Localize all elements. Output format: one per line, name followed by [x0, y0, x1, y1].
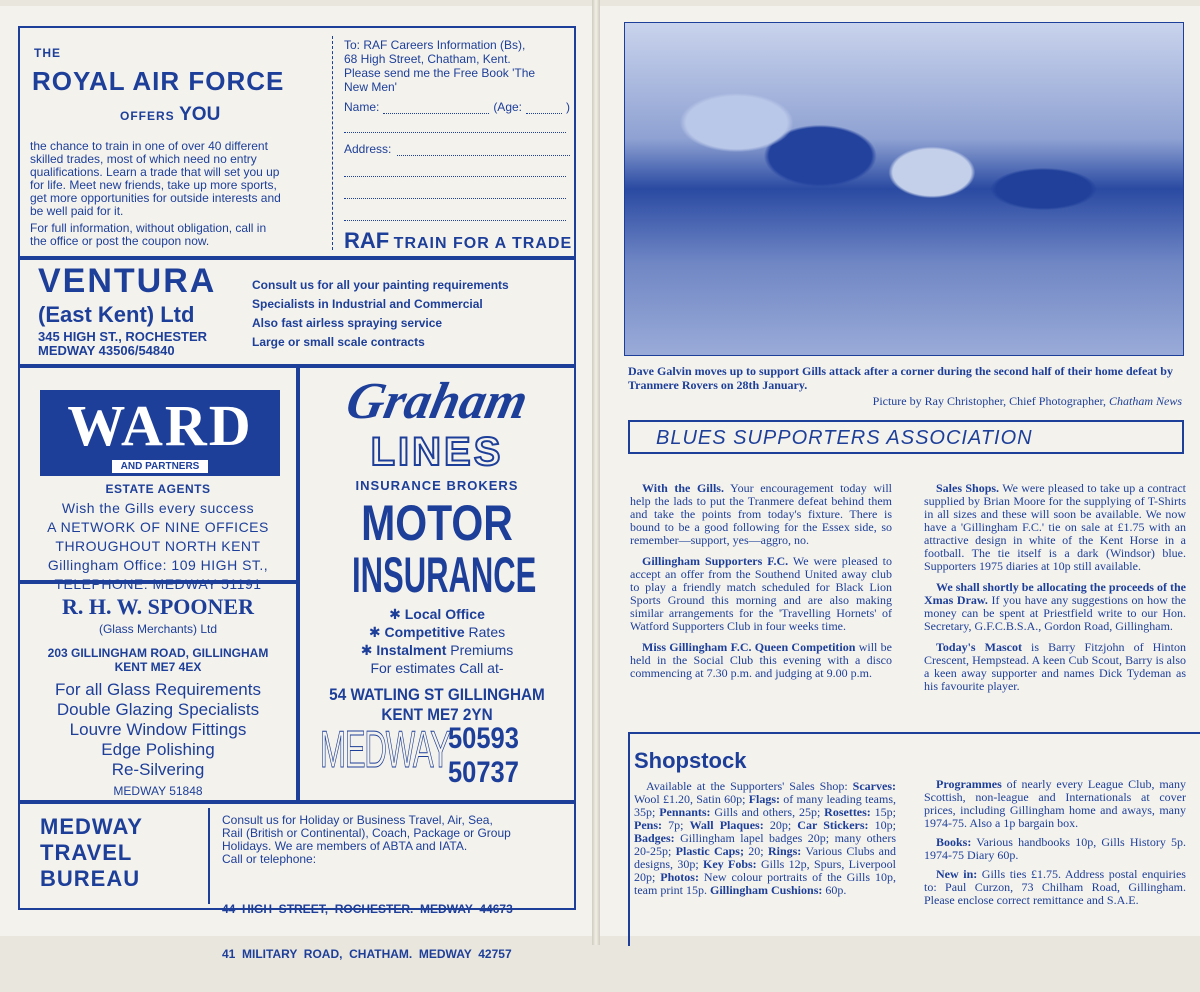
shopstock-item-text: Gills and others, 25p;	[710, 805, 825, 819]
shopstock-column-right	[924, 778, 1186, 907]
graham-point-rest: Office	[441, 606, 485, 622]
spooner-service: For all Glass Requirements	[55, 680, 261, 699]
coupon-line: Please send me the Free Book 'The	[344, 66, 536, 80]
bsa-column-right	[924, 482, 1186, 693]
bsa-p1: Your encouragement today will help the lads to put the Tranmere defeat behind them and take the points from today's fixture. There is bound to be a good following for the Essex side, so remember—support, yes—aggro, no.	[630, 481, 892, 547]
bsa-p5: If you have any suggestions on how the money can be spent at Priestfield write to our Hon. Secretary, G.F.C.B.S.A., Gordon Road, Gillingham.	[924, 593, 1187, 633]
raf-offers-small: OFFERS	[120, 109, 175, 123]
shopstock-r1-head: Programmes	[936, 777, 1002, 791]
graham-lines-advert	[298, 366, 576, 802]
ventura-service: Consult us for all your painting requirements	[252, 278, 509, 292]
photo-credit-paper: Chatham News	[1108, 394, 1182, 408]
shopstock-item-head: Car Stickers:	[797, 818, 869, 832]
ventura-service: Large or small scale contracts	[252, 335, 425, 349]
raf-slogan-rest: TRAIN FOR A TRADE	[393, 235, 573, 252]
ward-text	[20, 480, 296, 594]
raf-info-line: the office or post the coupon now.	[30, 234, 210, 248]
raf-body-line: qualifications. Learn a trade that will set you up	[30, 165, 280, 179]
shopstock-item-text: 7p;	[662, 818, 690, 832]
ventura-sub: (East Kent) Ltd	[38, 302, 195, 327]
graham-phones	[448, 722, 519, 790]
medway-address: 44 HIGH STREET, ROCHESTER. MEDWAY 44673	[222, 902, 513, 916]
medway-travel-advert	[18, 802, 576, 961]
coupon-line: 68 High Street, Chatham, Kent.	[344, 52, 511, 66]
coupon-line: To: RAF Careers Information (Bs),	[344, 38, 526, 52]
bsa-p4: We were pleased to take up a contract supplied by Brian Moore for the supplying of T-Shirts in all sizes and these will soon be available. We now have a 'Gillingham F.C.' tie on sale at £1.75 with an attractive design in white of the Kent Horse in a football. The tie itself is a dark (Windsor) blue. Supporters 1975 diaries at 10p still available.	[924, 481, 1186, 573]
coupon-age-label: (Age:	[493, 100, 522, 114]
shopstock-item-text: of many leading teams, 35p;	[634, 792, 897, 819]
shopstock-r2: Various handbooks 10p, Gills History 5p. 1974-75 Diary 60p.	[924, 835, 1186, 862]
coupon-address-label: Address:	[344, 142, 392, 156]
bsa-p3-head: Miss Gillingham F.C. Queen Competition	[642, 640, 856, 654]
coupon-name-row	[344, 100, 570, 114]
medway-divider	[208, 808, 210, 904]
coupon-age-close: )	[566, 100, 570, 114]
bsa-column-left	[630, 482, 892, 680]
spooner-service: Double Glazing Specialists	[56, 700, 260, 719]
shopstock-item-head: Scarves:	[852, 779, 896, 793]
bsa-p6: is Barry Fitzjohn of Hinton Crescent, Hempstead. A keen Cub Scout, Barry is also a keen away supporter and names Dick Tydeman as his favourite player.	[924, 640, 1186, 693]
coupon-age-field[interactable]	[526, 100, 562, 114]
medway-body-line: Holidays. We are members of ABTA and IATA.	[222, 839, 468, 853]
spooner-sub: (Glass Merchants) Ltd	[98, 622, 218, 636]
spooner-addr1: 203 GILLINGHAM ROAD, GILLINGHAM	[47, 646, 269, 660]
coupon-blank-line[interactable]	[344, 170, 566, 177]
graham-motor: MOTOR	[361, 495, 513, 551]
shopstock-item-head: Wall Plaques:	[689, 818, 764, 832]
raf-slogan-raf: RAF	[344, 228, 390, 253]
shopstock-item-head: Photos:	[660, 870, 699, 884]
graham-lines-word: LINES	[370, 430, 504, 474]
ward-line: Wish the Gills every success	[61, 500, 255, 516]
asterisk-icon: ✱	[360, 642, 377, 658]
shopstock-item-text: 20p;	[763, 818, 798, 832]
ward-line: THROUGHOUT NORTH KENT	[55, 538, 261, 554]
spooner-phone: MEDWAY 51848	[113, 784, 203, 798]
raf-info-line: For full information, without obligation, call in	[30, 221, 267, 235]
ward-line: Gillingham Office: 109 HIGH ST.,	[47, 557, 269, 573]
graham-insurance: INSURANCE	[352, 547, 537, 603]
ward-logo-text: WARD	[67, 393, 253, 458]
spooner-name: R. H. W. SPOONER	[62, 594, 254, 619]
raf-advert	[18, 26, 576, 258]
shopstock-items	[634, 779, 896, 897]
shopstock-item-head: Plastic Caps;	[675, 844, 744, 858]
shopstock-item-text: New colour portraits of the Gills 10p, team print 15p.	[634, 870, 896, 897]
graham-addr2: KENT ME7 2YN	[381, 705, 493, 724]
raf-offers	[120, 104, 220, 126]
ventura-name: VENTURA	[38, 262, 217, 300]
raf-body-line: for life. Meet new friends, take up more sports,	[30, 178, 277, 192]
coupon-name-label: Name:	[344, 100, 380, 114]
raf-body-line: the chance to train in one of over 40 different	[30, 139, 268, 153]
graham-point-rest: Rates	[464, 624, 506, 640]
medway-travel-name-line: BUREAU	[40, 866, 141, 891]
graham-point-bold: Instalment	[376, 642, 447, 658]
shopstock-item-text: 15p;	[870, 805, 897, 819]
shopstock-title: Shopstock	[634, 748, 747, 773]
graham-phone: 50593	[448, 722, 519, 755]
photo-credit-prefix: Picture by Ray Christopher, Chief Photographer,	[872, 394, 1109, 408]
bsa-title: BLUES SUPPORTERS ASSOCIATION	[656, 427, 1033, 449]
spooner-service: Re-Silvering	[111, 760, 205, 779]
graham-point	[300, 641, 574, 659]
raf-body-line: skilled trades, most of which need no entry	[30, 152, 257, 166]
bsa-p1-head: With the Gills.	[642, 481, 724, 495]
shopstock-item-head: Pennants:	[659, 805, 711, 819]
shopstock-item-head: Flags:	[748, 792, 781, 806]
bsa-p4-head: Sales Shops.	[936, 481, 1000, 495]
spooner-service: Edge Polishing	[101, 740, 215, 759]
match-photo	[624, 22, 1184, 356]
coupon-blank-line[interactable]	[344, 192, 566, 199]
ventura-service: Specialists in Industrial and Commercial	[252, 297, 483, 311]
graham-brokers: INSURANCE BROKERS	[355, 478, 519, 493]
spooner-service: Louvre Window Fittings	[69, 720, 247, 739]
shopstock-column-left	[634, 780, 896, 897]
raf-the: THE	[34, 46, 61, 60]
graham-point	[300, 623, 574, 641]
spooner-services	[20, 680, 296, 780]
medway-body-line: Call or telephone:	[222, 852, 317, 866]
coupon-address-field[interactable]	[397, 142, 570, 156]
shopstock-item-text: Gills 12p, Spurs, Liverpool 20p;	[634, 857, 896, 884]
ventura-address: 345 HIGH ST., ROCHESTER	[38, 329, 208, 344]
coupon-blank-line[interactable]	[344, 126, 566, 133]
shopstock-r3-head: New in:	[936, 867, 978, 881]
medway-address: 41 MILITARY ROAD, CHATHAM. MEDWAY 42757	[222, 947, 512, 961]
medway-travel-name-line: MEDWAY	[40, 814, 143, 839]
shopstock-item-head: Rings:	[767, 844, 802, 858]
raf-coupon	[344, 38, 570, 94]
graham-logo	[300, 374, 574, 725]
bsa-p6-head: Today's Mascot	[936, 640, 1022, 654]
medway-travel-addresses	[222, 872, 513, 992]
photo-caption: Dave Galvin moves up to support Gills attack after a corner during the second half of their home defeat by Tranmere Rovers on 28th January.	[628, 364, 1173, 392]
ward-line: A NETWORK OF NINE OFFICES	[47, 519, 269, 535]
page-gutter	[592, 0, 600, 945]
raf-body-line: be well paid for it.	[30, 204, 124, 218]
photo-credit	[628, 394, 1182, 408]
shopstock-item-head: Badges:	[634, 831, 675, 845]
shopstock-r1: of nearly every League Club, many Scottish, non-league and Internationals at cover prices, including Gillingham home and aways, many 1974-75. Also a 1p bargain box.	[924, 777, 1186, 830]
coupon-name-field[interactable]	[383, 100, 489, 114]
ventura-services	[252, 276, 509, 352]
medway-travel-name	[40, 814, 143, 892]
shopstock-item-text: Gillingham lapel badges 20p; many others 20-25p;	[634, 831, 896, 858]
asterisk-icon: ✱	[389, 606, 405, 622]
graham-points	[300, 605, 574, 677]
raf-body	[30, 140, 330, 248]
coupon-line: New Men'	[344, 80, 397, 94]
ventura-phone: MEDWAY 43506/54840	[38, 343, 175, 358]
medway-travel-body	[222, 814, 511, 866]
spooner-text	[20, 594, 296, 798]
coupon-address-row	[344, 142, 570, 156]
shopstock-item-text: Various Clubs and designs, 30p;	[634, 844, 896, 871]
ward-line: ESTATE AGENTS	[105, 482, 211, 496]
raf-offers-you: YOU	[179, 104, 221, 125]
shopstock-item-text: 10p;	[868, 818, 896, 832]
medway-travel-name-line: TRAVEL	[40, 840, 133, 865]
raf-title: ROYAL AIR FORCE	[32, 66, 285, 96]
shopstock-item-head: Pens:	[634, 818, 662, 832]
ward-logo	[40, 390, 280, 476]
ventura-advert	[18, 258, 576, 366]
ward-advert	[18, 366, 298, 592]
ward-line: TELEPHONE: MEDWAY 51191	[54, 576, 262, 592]
graham-point-bold: Competitive	[384, 624, 465, 640]
asterisk-icon: ✱	[368, 624, 385, 640]
bsa-p5-head: We shall shortly be allocating the proceeds of the Xmas Draw.	[924, 580, 1186, 607]
shopstock-item-text: 60p.	[822, 883, 847, 897]
bsa-p2-head: Gillingham Supporters F.C.	[642, 554, 789, 568]
shopstock-r3: Gills ties £1.75. Address postal enquiries to: Paul Curzon, 73 Chilham Road, Gillingham. Please enclose correct remittance and S.A.E.	[924, 867, 1186, 907]
shopstock-intro: Available at the Supporters' Sales Shop:	[646, 779, 848, 793]
spooner-advert	[18, 582, 298, 802]
graham-point-bold: Local	[404, 606, 442, 622]
raf-slogan	[344, 228, 572, 254]
ward-logo-sub: AND PARTNERS	[112, 460, 209, 473]
graham-estimates: For estimates Call at-	[370, 660, 504, 676]
graham-point	[300, 605, 574, 623]
graham-script: Graham	[341, 373, 533, 430]
bsa-header-box	[628, 420, 1184, 454]
graham-addr1: 54 WATLING ST GILLINGHAM	[329, 685, 545, 704]
raf-body-line: get more opportunities for outside interests and	[30, 191, 281, 205]
graham-phone: 50737	[448, 756, 519, 789]
medway-body-line: Rail (British or Continental), Coach, Package or Group	[222, 826, 511, 840]
shopstock-item-head: Rosettes:	[824, 805, 871, 819]
shopstock-item-head: Key Fobs:	[703, 857, 757, 871]
medway-body-line: Consult us for Holiday or Business Travel, Air, Sea,	[222, 813, 493, 827]
ventura-service: Also fast airless spraying service	[252, 316, 443, 330]
shopstock-item-text: Wool £1.20, Satin 60p;	[634, 792, 749, 806]
coupon-cut-line	[332, 36, 333, 250]
coupon-blank-line[interactable]	[344, 214, 566, 221]
bsa-p2: We were pleased to accept an offer from the Southend United away club to play a friendly match scheduled for Black Lion Sports Ground this morning and are also making similar arrangements for the 'Travelling Hornets' of Watford Supporters Club in four weeks time.	[630, 554, 893, 633]
shopstock-item-head: Gillingham Cushions:	[709, 883, 823, 897]
graham-medway: MEDWAY	[320, 721, 450, 779]
spooner-addr2: KENT ME7 4EX	[114, 660, 202, 674]
shopstock-r2-head: Books:	[936, 835, 972, 849]
bsa-p3: will be held in the Social Club this evening with a disco commencing at 7.30 p.m. and judging at 9.00 p.m.	[630, 640, 892, 680]
graham-point-rest: Premiums	[446, 642, 514, 658]
shopstock-item-text: 20;	[743, 844, 768, 858]
